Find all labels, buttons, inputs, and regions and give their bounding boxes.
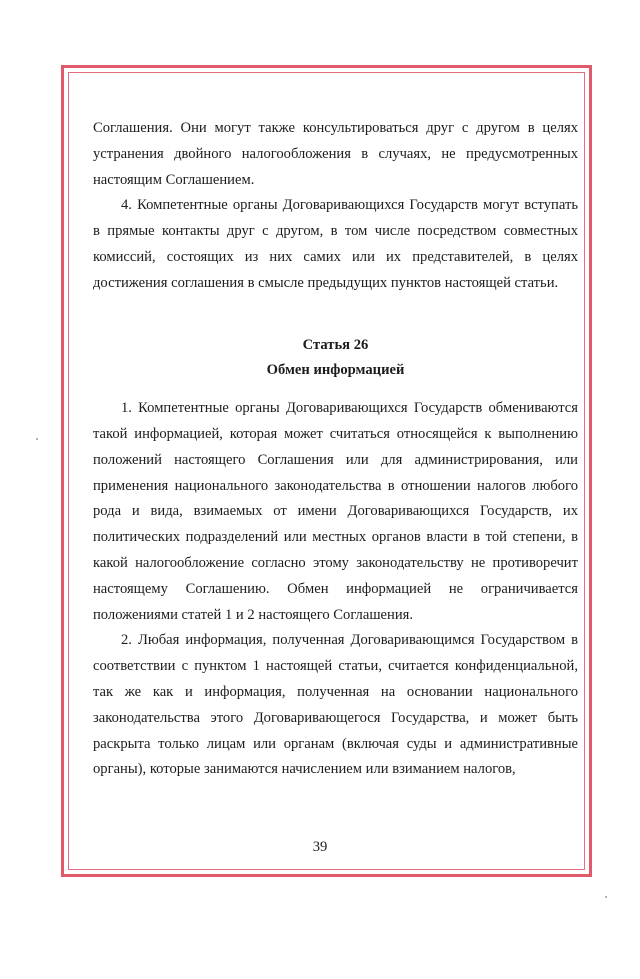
paragraph-continuation: Соглашения. Они могут также консультироваться друг с другом в целях устранения двойного налогообложения в случаях, не предусмотренных настоящим Соглашением. — [93, 120, 578, 188]
paragraph-item-2: 2. Любая информация, полученная Договаривающимся Государством в соответствии с пунктом 1 настоящей статьи, считается конфиденциальной, так же как и информация, полученная на основании национального законодательства этого Договаривающегося Государства, и может быть раскрыта только лицам или органам (включая суды и административные органы), которые занимаются начислением или взиманием налогов, — [93, 632, 578, 778]
document-body — [93, 116, 578, 783]
article-number: Статья 26 — [302, 336, 369, 353]
spacer — [93, 384, 578, 396]
scan-speck — [36, 438, 38, 440]
paragraph-item-4: 4. Компетентные органы Договаривающихся Государств могут вступать в прямые контакты друг с другом, в том числе посредством совместных комиссий, состоящих из них самих или их представителей, в целях достижения соглашения в смысле предыдущих пунктов настоящей статьи. — [93, 197, 578, 291]
scan-speck — [605, 896, 607, 898]
page-number: 39 — [312, 839, 328, 855]
paragraph-item-1: 1. Компетентные органы Договаривающихся Государств обмениваются такой информацией, которая может считаться относящейся к выполнению положений настоящего Соглашения или для администрирования, или применения национального законодательства в отношении налогов любого рода и вида, взимаемых от имени Договаривающихся Государств, их политических подразделений или местных органов власти в той степени, в какой налогообложение согласно этому законодательству не противоречит настоящему Соглашению. Обмен информацией не ограничивается положениями статей 1 и 2 настоящего Соглашения. — [93, 400, 578, 623]
article-title: Обмен информацией — [266, 362, 405, 379]
